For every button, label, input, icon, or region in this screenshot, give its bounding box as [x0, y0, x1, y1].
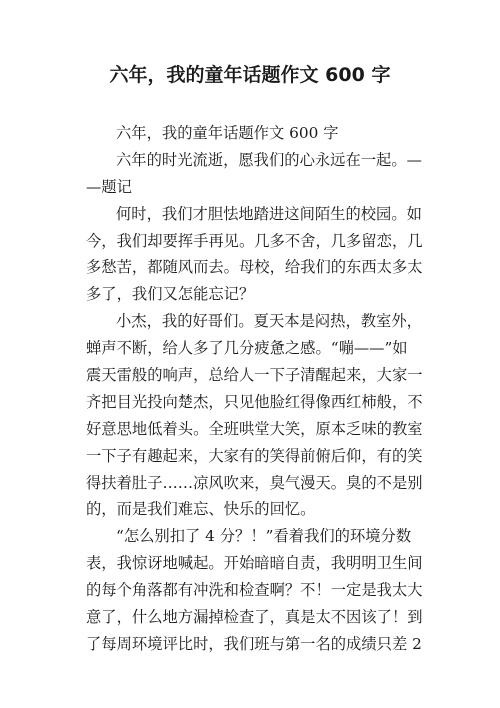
text-line: 小杰，我的好哥们。夏天本是闷热，教室外，: [116, 312, 422, 331]
text-line: —题记: [86, 177, 132, 196]
document-body: [86, 120, 426, 658]
text-line: 震天雷般的响声，总给人一下子清醒起来，大家一: [86, 366, 423, 385]
text-line: 了每周环境评比时，我们班与第一名的成绩只差 2: [86, 634, 422, 653]
text-line: 的每个角落都有冲洗和检查啊？不！一定是我太大: [86, 581, 423, 600]
text-line: 意了，什么地方漏掉检查了，真是太不因该了！到: [86, 608, 423, 627]
text-line: 多愁苦，都随风而去。母校，给我们的东西太多太: [86, 258, 423, 277]
text-line: 齐把目光投向楚杰，只见他脸红得像西红柿般，不: [86, 392, 423, 411]
text-line: 一下子有趣起来，大家有的笑得前俯后仰，有的笑: [86, 446, 423, 465]
text-line: 今，我们却要挥手再见。几多不舍，几多留恋，几: [86, 231, 423, 250]
text-line: 表，我惊讶地喊起。开始暗暗自责，我明明卫生间: [86, 554, 423, 573]
text-line: 得扶着肚子……凉风吹来，臭气漫天。臭的不是别: [86, 473, 423, 492]
text-line: 好意思地低着头。全班哄堂大笑，原本乏味的教室: [86, 419, 423, 438]
text-line: 的，而是我们难忘、快乐的回忆。: [86, 500, 316, 519]
text-line: 何时，我们才胆怯地踏进这间陌生的校园。如: [116, 204, 422, 223]
document-title: 六年，我的童年话题作文 600 字: [109, 64, 391, 86]
text-line: 蝉声不断，给人多了几分疲惫之感。“嘣——”如: [86, 339, 408, 358]
text-line: “怎么别扣了 4 分？！”看着我们的环境分数: [116, 527, 412, 546]
text-line: 六年的时光流逝，愿我们的心永远在一起。—: [116, 150, 422, 169]
text-line: 六年，我的童年话题作文 600 字: [116, 124, 339, 142]
text-line: 多了，我们又怎能忘记？: [86, 285, 255, 304]
